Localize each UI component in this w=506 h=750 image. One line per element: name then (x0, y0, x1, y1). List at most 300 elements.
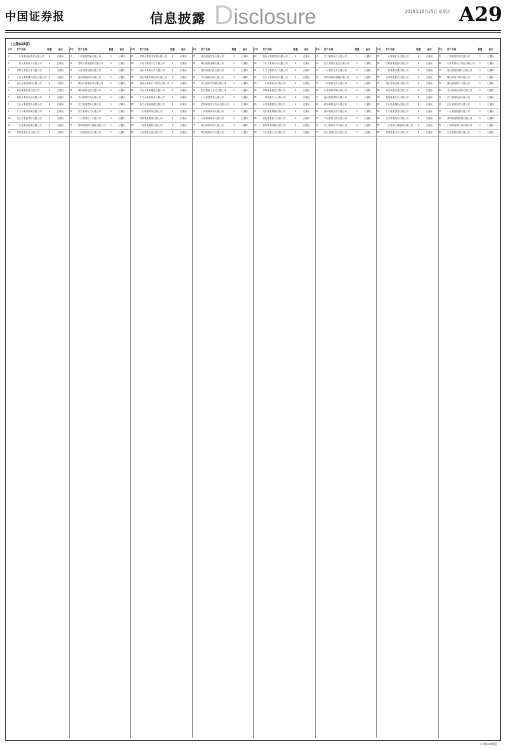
table-cell: 1 (233, 110, 235, 114)
table-row (8, 88, 69, 95)
table-cell: 86 (438, 61, 441, 65)
table-cell: 已确认 (180, 68, 187, 72)
table-cell: 35 (130, 123, 134, 127)
table-cell: 已确认 (364, 103, 372, 107)
table-cell: 广州某某传媒有限公司 (385, 68, 409, 72)
table-cell: 18 (69, 89, 72, 93)
table-cell: 深圳某某芯片有限公司 (385, 130, 409, 134)
table-cell: 已确认 (303, 116, 310, 120)
table-cell: 江门某某电子有限公司 (324, 54, 347, 58)
table-cell: 1 (48, 103, 51, 107)
column-divider (130, 47, 131, 738)
table-cell: 已确认 (364, 110, 372, 114)
table-cell: 已确认 (57, 110, 64, 114)
table-cell: 1 (417, 68, 420, 72)
table-row (377, 116, 438, 123)
table-cell: 已确认 (364, 89, 372, 93)
table-cell: 45 (192, 110, 195, 114)
table-cell: 已确认 (364, 68, 372, 72)
table-row (438, 68, 499, 75)
table-cell: 37 (192, 54, 195, 58)
continued-footer: (下转A30版) (480, 742, 498, 746)
table-cell: 珠海某某生物有限公司 (447, 75, 470, 79)
table-cell: 38 (192, 61, 195, 65)
table-cell: 已确认 (364, 82, 372, 86)
table-cell: 1 (171, 75, 174, 79)
table-header-cell: 序号 (376, 48, 382, 51)
column-divider (376, 47, 377, 738)
table-cell: 汕头市某某内衣有限公司 (262, 75, 288, 79)
table-header-cell: 序号 (438, 48, 443, 51)
table-cell: 1 (294, 96, 297, 100)
table-cell: 广东某某电力有限公司 (262, 82, 286, 86)
table-cell: 已确认 (487, 89, 495, 93)
table-cell: 已确认 (118, 103, 126, 107)
table-cell: 惠州市某某光电有限公司 (16, 96, 42, 100)
table-cell: 已确认 (118, 123, 126, 127)
table-row (377, 81, 438, 88)
table-cell: 已确认 (487, 54, 495, 58)
table-row (8, 116, 69, 123)
table-cell: 广州某某医药有限公司 (201, 110, 224, 114)
table-cell: 87 (438, 68, 441, 72)
table-cell: 东莞某某包装有限公司 (139, 130, 163, 134)
table-cell: 34 (130, 116, 134, 120)
table-column (438, 47, 499, 738)
table-row (8, 54, 69, 61)
table-cell: 80 (376, 103, 380, 107)
table-cell: 94 (438, 116, 441, 120)
table-cell: 惠州某某光学有限公司 (324, 110, 347, 114)
table-cell: 1 (233, 130, 235, 134)
table-cell: 77 (376, 82, 380, 86)
table-row (8, 109, 69, 116)
table-row (377, 109, 438, 116)
table-cell: 59 (253, 123, 257, 127)
table-cell: 1 (417, 61, 420, 65)
table-row (69, 116, 130, 123)
table-cell: 1 (417, 123, 420, 127)
table-cell: 珠海某某股份有限公司 (16, 89, 40, 93)
table-cell: 16 (69, 75, 72, 79)
table-cell: 已确认 (364, 61, 372, 65)
table-cell: 1 (171, 116, 174, 120)
table-cell: 惠州市某某智能有限公司 (262, 54, 288, 58)
table-cell: 48 (192, 130, 195, 134)
table-cell: 已确认 (241, 103, 249, 107)
section-title-english (214, 0, 317, 30)
table-cell: 已确认 (364, 96, 372, 100)
table-cell: 已确认 (303, 61, 310, 65)
table-cell: 已确认 (487, 75, 495, 79)
table-cell: 已确认 (426, 130, 433, 134)
table-cell: 已确认 (303, 96, 310, 100)
table-cell: 40 (192, 75, 195, 79)
table-cell: 已确认 (180, 116, 187, 120)
table-cell: 惠州某某电池有限公司 (78, 89, 101, 93)
table-header-cell: 备注 (58, 48, 63, 51)
table-cell: 43 (192, 96, 195, 100)
table-header-cell: 资产名称 (262, 48, 272, 51)
table-header-row (69, 47, 130, 54)
table-cell: 已确认 (241, 116, 249, 120)
table-cell: 已确认 (241, 123, 249, 127)
table-cell: 广州某某供应链有限公司 (447, 123, 473, 127)
table-cell: 已确认 (487, 96, 495, 100)
table-header-cell: 备注 (365, 48, 371, 51)
table-cell: 深圳某某显示科技有限公司 (201, 103, 229, 107)
table-cell: 已确认 (426, 82, 433, 86)
table-row (69, 88, 130, 95)
table-cell: 已确认 (180, 103, 187, 107)
table-cell: 28 (130, 75, 134, 79)
table-cell: 1 (171, 123, 174, 127)
table-row (69, 68, 130, 75)
table-cell: 17 (69, 82, 72, 86)
table-cell: 汕头某某化妆品有限公司 (324, 61, 350, 65)
table-cell: 74 (376, 61, 380, 65)
table-cell: 已确认 (426, 110, 433, 114)
table-cell: 24 (69, 130, 72, 134)
table-cell: 31 (130, 96, 134, 100)
table-row (438, 81, 499, 88)
table-cell: 42 (192, 89, 195, 93)
table-cell: 1 (110, 89, 112, 93)
table-header-cell: 资产名称 (16, 48, 26, 51)
table-cell: 1 (294, 89, 297, 93)
table-cell: 91 (438, 96, 441, 100)
table-cell: 珠海某某仪表有限公司 (385, 89, 409, 93)
table-cell: 已确认 (57, 75, 64, 79)
table-cell: 1 (171, 103, 174, 107)
table-cell: 49 (253, 54, 257, 58)
table-cell: 83 (376, 123, 380, 127)
table-row (254, 102, 315, 109)
table-cell: 1 (110, 103, 112, 107)
table-cell: 汕头某某纺织有限公司 (447, 103, 470, 107)
table-cell: 1 (294, 103, 297, 107)
table-header-cell: 序号 (315, 48, 320, 51)
table-cell: 1 (294, 75, 297, 79)
table-row (8, 61, 69, 68)
table-cell: 佛山某某钢铁有限公司 (324, 96, 347, 100)
table-cell: 广州某某建材有限公司 (139, 123, 163, 127)
table-column (69, 47, 130, 738)
table-cell: 65 (315, 82, 318, 86)
table-row (254, 130, 315, 137)
table-cell: 1 (294, 130, 297, 134)
table-cell: 1 (417, 82, 420, 86)
table-row (438, 102, 499, 109)
table-cell: 广州某某汽车有限公司 (262, 96, 286, 100)
table-cell: 已确认 (57, 61, 64, 65)
table-cell: 广州某某食品有限公司 (78, 130, 101, 134)
table-column (131, 47, 192, 738)
table-row (254, 95, 315, 102)
table-cell: 已确认 (241, 61, 249, 65)
table-cell: 已确认 (118, 116, 126, 120)
table-cell: 9 (7, 110, 9, 114)
table-cell: 已确认 (487, 68, 495, 72)
table-cell: 22 (69, 116, 72, 120)
table-cell: 14 (69, 61, 72, 65)
table-row (69, 123, 130, 130)
table-row (438, 116, 499, 123)
table-cell: 中山某某橡胶有限公司 (385, 103, 409, 107)
table-cell: 1 (356, 82, 358, 86)
table-cell: 47 (192, 123, 195, 127)
table-cell: 1 (417, 130, 420, 134)
table-header-cell: 数量 (477, 48, 483, 51)
table-header-cell: 序号 (130, 48, 136, 51)
table-cell: 已确认 (426, 61, 433, 65)
table-row (192, 68, 253, 75)
table-row (8, 95, 69, 102)
table-row (315, 54, 376, 61)
table-cell: 1 (233, 123, 235, 127)
table-cell: 1 (171, 61, 174, 65)
table-cell: 佛山某某陶瓷有限公司 (78, 75, 101, 79)
table-row (377, 123, 438, 130)
table-cell: 佛山某某涂料有限公司 (385, 82, 409, 86)
table-cell: 1 (171, 68, 174, 72)
table-cell: 1 (479, 116, 481, 120)
table-header-row (377, 47, 438, 54)
table-row (377, 75, 438, 82)
table-cell: 已确认 (118, 61, 126, 65)
table-row (315, 95, 376, 102)
table-row (8, 123, 69, 130)
table-cell: 1 (110, 82, 112, 86)
table-cell: 已确认 (180, 89, 187, 93)
table-cell: 39 (192, 68, 195, 72)
table-row (192, 130, 253, 137)
table-header-cell: 数量 (231, 48, 237, 51)
table-cell: 已确认 (57, 82, 64, 86)
table-cell: 1 (356, 54, 358, 58)
table-cell: 1 (356, 96, 358, 100)
table-cell: 东莞某某检测有限公司 (447, 130, 470, 134)
table-row (131, 95, 192, 102)
table-cell: 81 (376, 110, 380, 114)
table-cell: 1 (233, 68, 235, 72)
table-cell: 36 (130, 130, 134, 134)
table-cell: 1 (48, 68, 51, 72)
table-cell: 88 (438, 75, 441, 79)
table-cell: 1 (110, 116, 112, 120)
table-cell: 1 (171, 89, 174, 93)
table-cell: 江门某某摩托有限公司 (78, 103, 101, 107)
table-row (438, 75, 499, 82)
table-cell: 1 (356, 61, 358, 65)
table-cell: 汕头某某陶瓷有限公司 (385, 116, 409, 120)
table-cell: 东莞某某塑料有限公司 (324, 89, 347, 93)
table-cell: 已确认 (364, 116, 372, 120)
table-cell: 已确认 (57, 96, 64, 100)
table-cell: 佛山市某某材料有限公司 (16, 82, 42, 86)
table-cell: 深圳某某医疗器械有限公司 (78, 123, 106, 127)
table-cell: 已确认 (487, 61, 495, 65)
table-cell: 已确认 (118, 54, 126, 58)
table-cell: 已确认 (426, 103, 433, 107)
table-row (131, 68, 192, 75)
table-cell: 中山某某卫浴有限公司 (324, 116, 347, 120)
table-cell: 江门某某轨道有限公司 (447, 96, 470, 100)
table-row (254, 109, 315, 116)
table-cell: 85 (438, 54, 441, 58)
table-cell: 广东某某金融服务有限公司 (385, 123, 414, 127)
table-cell: 深圳某某网络有限公司 (139, 116, 163, 120)
table-cell: 已确认 (57, 89, 64, 93)
table-row (192, 109, 253, 116)
table-row (438, 109, 499, 116)
table-header-cell: 资产名称 (139, 48, 149, 51)
table-cell: 6 (7, 89, 9, 93)
table-row (315, 130, 376, 137)
table-row (254, 54, 315, 61)
table-cell: 1 (294, 54, 297, 58)
table-cell: 惠州市某某汽车配件有限公司 (139, 82, 170, 86)
table-cell: 4 (7, 75, 9, 79)
table-cell: 76 (376, 75, 380, 79)
table-cell: 已确认 (303, 123, 310, 127)
table-row (131, 88, 192, 95)
table-cell: 已确认 (426, 123, 433, 127)
table-header-row (315, 47, 376, 54)
table-row (315, 116, 376, 123)
table-cell: 深圳市某某半导体有限公司 (139, 54, 168, 58)
table-row (192, 61, 253, 68)
table-column (8, 47, 69, 738)
table-cell: 66 (315, 89, 318, 93)
table-row (131, 130, 192, 137)
table-header-cell: 资产名称 (385, 48, 395, 51)
table-row (438, 130, 499, 137)
table-cell: 珠海某某航空有限公司 (262, 116, 286, 120)
table-cell: 已确认 (241, 96, 249, 100)
table-cell: 1 (356, 75, 358, 79)
table-cell: 已确认 (241, 89, 249, 93)
table-cell: 已确认 (241, 130, 249, 134)
table-cell: 62 (315, 61, 318, 65)
table-cell: 1 (233, 96, 235, 100)
table-header-cell: 备注 (181, 48, 186, 51)
disclosure-content (5, 38, 501, 741)
table-row (254, 61, 315, 68)
table-cell: 广东某某环保有限公司 (139, 110, 163, 114)
table-cell: 广东某某数据有限公司 (447, 110, 470, 114)
table-cell: 东莞某某模具有限公司 (262, 103, 286, 107)
table-header-row (8, 47, 69, 54)
table-cell: 中山市某某贸易有限公司 (16, 103, 42, 107)
table-cell: 江门市某某水产有限公司 (262, 68, 288, 72)
table-row (8, 81, 69, 88)
section-title: 信息披露 (150, 12, 207, 27)
table-cell: 深圳某某物联网有限公司 (447, 116, 473, 120)
page-number: A29 (459, 2, 503, 26)
table-cell: 江门市某某机械有限公司 (16, 110, 42, 114)
table-row (377, 95, 438, 102)
table-cell: 广东某某农业有限公司 (324, 68, 347, 72)
table-cell: 深圳市某某实业有限公司 (16, 68, 42, 72)
table-cell: 1 (233, 54, 235, 58)
table-cell: 55 (253, 96, 257, 100)
table-cell: 1 (479, 54, 481, 58)
table-cell: 1 (171, 54, 174, 58)
table-header-cell: 序号 (253, 48, 259, 51)
table-cell: 41 (192, 82, 195, 86)
table-cell: 1 (479, 68, 481, 72)
table-cell: 已确认 (303, 54, 310, 58)
dateline: 2019年10月25日 星期五 (405, 9, 451, 14)
table-cell: 96 (438, 130, 441, 134)
table-cell: 1 (479, 89, 481, 93)
table-cell: 54 (253, 89, 257, 93)
table-cell: 已确认 (487, 123, 495, 127)
table-cell: 已确认 (57, 130, 64, 134)
table-row (377, 88, 438, 95)
table-cell: 1 (48, 61, 51, 65)
table-cell: 1 (171, 96, 174, 100)
table-cell: 已确认 (57, 54, 64, 58)
table-cell: 已确认 (487, 130, 495, 134)
table-cell: 10 (7, 116, 11, 120)
table-row (192, 75, 253, 82)
table-cell: 72 (315, 130, 318, 134)
table-cell: 1 (48, 96, 51, 100)
table-cell: 广州某某物流有限公司 (78, 54, 101, 58)
table-header-cell: 资产名称 (78, 48, 88, 51)
table-cell: 已确认 (180, 123, 187, 127)
table-cell: 5 (7, 82, 9, 86)
table-row (192, 95, 253, 102)
table-cell: 已确认 (303, 82, 310, 86)
table-header-cell: 序号 (7, 48, 13, 51)
table-cell: 已确认 (426, 75, 433, 79)
table-row (254, 123, 315, 130)
table-cell: 东莞某某鞋业有限公司 (201, 116, 224, 120)
table-cell: 深圳某某储能有限公司 (385, 61, 409, 65)
table-cell: 珠海某某游艇有限公司 (201, 61, 224, 65)
table-cell: 已确认 (487, 116, 495, 120)
column-divider (69, 47, 70, 738)
table-cell: 32 (130, 103, 134, 107)
table-cell: 53 (253, 82, 257, 86)
table-row (377, 68, 438, 75)
table-cell: 7 (7, 96, 9, 100)
table-cell: 广东某某科技股份有限公司 (16, 54, 45, 58)
table-cell: 已确认 (303, 68, 310, 72)
table-cell: 已确认 (303, 103, 310, 107)
table-cell: 67 (315, 96, 318, 100)
table-row (8, 130, 69, 137)
table-cell: 3 (7, 68, 9, 72)
table-row (131, 102, 192, 109)
table-cell: 已确认 (426, 96, 433, 100)
table-cell: 已确认 (487, 82, 495, 86)
table-cell: 1 (48, 130, 51, 134)
table-cell: 已确认 (241, 110, 249, 114)
table-header-cell: 备注 (304, 48, 309, 51)
table-row (69, 130, 130, 137)
table-cell: 71 (315, 123, 318, 127)
column-divider (192, 47, 193, 738)
table-cell: 广州市某某电子有限公司 (16, 61, 42, 65)
table-cell: 广东某某物业有限公司 (201, 96, 224, 100)
table-cell: 33 (130, 110, 134, 114)
table-cell: 1 (171, 110, 174, 114)
table-cell: 70 (315, 116, 318, 120)
